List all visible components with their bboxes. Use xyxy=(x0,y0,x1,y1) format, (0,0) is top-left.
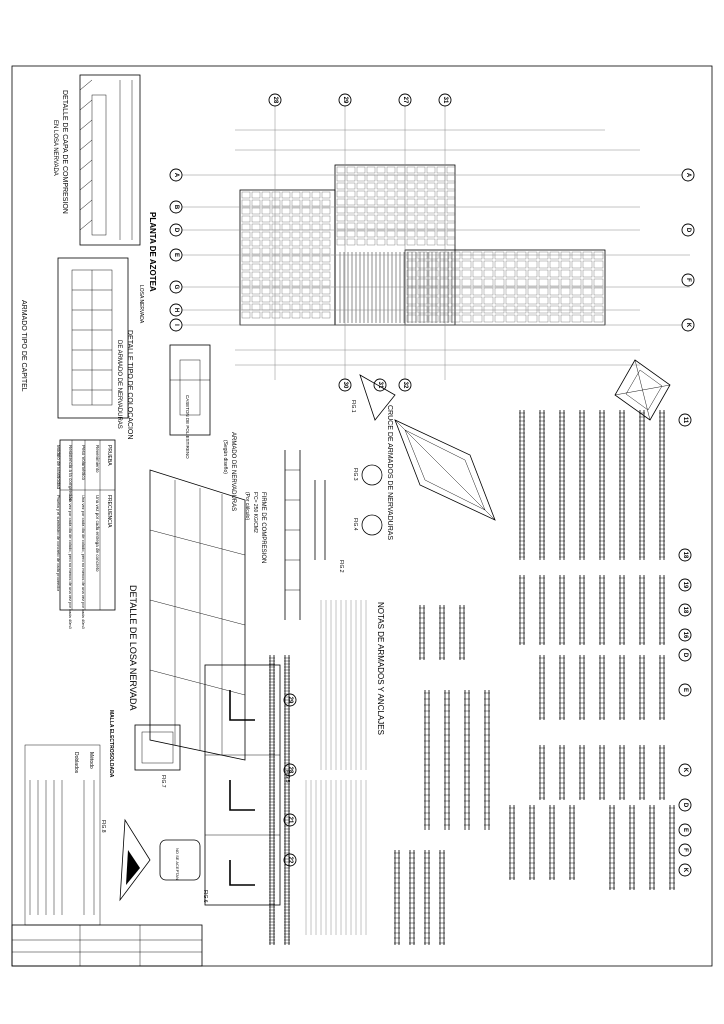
rebar-strip xyxy=(579,655,585,720)
axis-bubble-label: 27 xyxy=(402,96,408,104)
detail-capa-title: DETALLE DE CAPA DE COMPRESION xyxy=(61,90,68,214)
title-block xyxy=(12,925,202,966)
rebar-strip xyxy=(649,805,655,890)
axis-bubble xyxy=(679,649,691,661)
axis-bubble-label: F xyxy=(682,848,688,852)
rebar-strip xyxy=(509,805,515,880)
rebar-strip xyxy=(539,655,545,720)
caseton-label: CASETON DE POLIESTIRENO xyxy=(185,395,190,459)
rebar-strip xyxy=(444,690,450,830)
capa-compresion-detail xyxy=(52,75,140,245)
rebar-strip xyxy=(599,575,605,645)
rebar-strip xyxy=(619,575,625,645)
notas-title: NOTAS DE ARMADOS Y ANCLAJES xyxy=(376,602,385,735)
axis-bubble-label: A xyxy=(685,172,691,178)
table-row-4-value: Prueba y el suministro de concreto de cada proveedor xyxy=(56,495,61,592)
table-row-3-value: Una vez por cada día de colado, pero no menos de una vez por cada 40m3 xyxy=(68,495,73,629)
table-row-2-value: Una vez por cada día de colado, pero no menos de una vez por cada 40m3 xyxy=(81,495,86,629)
axis-bubble xyxy=(439,94,451,106)
rebar-strip xyxy=(559,745,565,800)
axis-bubble xyxy=(339,379,351,391)
axis-bubble-label: 32 xyxy=(402,381,408,389)
dobleces-label: Doblados xyxy=(73,752,79,774)
rebar-schedule xyxy=(269,410,675,945)
axis-bubble xyxy=(679,579,691,591)
detail-colocacion-title: DETALLE TIPO DE COLOCACION xyxy=(126,330,133,440)
rebar-strip xyxy=(659,745,665,800)
rebar-strip xyxy=(619,655,625,720)
rebar-strip xyxy=(519,575,525,645)
axis-bubble-label: K xyxy=(685,322,691,328)
axis-bubble xyxy=(679,414,691,426)
axis-bubble-label: 28 xyxy=(287,766,293,774)
rebar-strip xyxy=(439,850,445,945)
axis-bubble xyxy=(679,864,691,876)
axis-bubble-label: 16 xyxy=(682,631,688,639)
axis-bubble xyxy=(399,94,411,106)
rebar-strip xyxy=(529,805,535,880)
axis-bubble xyxy=(679,824,691,836)
axis-bubble-label: 11 xyxy=(682,416,688,424)
rebar-strip xyxy=(599,655,605,720)
axis-bubble-label: E xyxy=(173,252,179,258)
axis-bubble-label: D xyxy=(682,802,688,808)
axis-bubble xyxy=(682,169,694,181)
rebar-strip xyxy=(619,410,625,560)
axis-bubble xyxy=(170,249,182,261)
axis-bubble-label: 29 xyxy=(287,696,293,704)
axis-bubble xyxy=(682,224,694,236)
rebar-strip xyxy=(394,850,400,945)
rebar-strip xyxy=(659,410,665,560)
firme-title: FIRME DE COMPRESION xyxy=(260,492,266,564)
axis-bubble xyxy=(679,629,691,641)
table-frecuencia-header: FRECUENCIA xyxy=(106,495,112,528)
axis-bubble-label: 28 xyxy=(272,96,278,104)
axis-bubble xyxy=(170,169,182,181)
axis-bubble-label: 19 xyxy=(682,581,688,589)
capitel-detail xyxy=(20,258,128,418)
axis-bubble-label: I xyxy=(173,324,179,326)
rebar-strip xyxy=(539,575,545,645)
losa-nervada-detail xyxy=(108,470,245,778)
fig6-label: FIG.6 xyxy=(202,890,208,903)
rebar-strip xyxy=(639,410,645,560)
rebar-strip xyxy=(549,805,555,880)
rebar-strip xyxy=(269,655,275,945)
fig1-label: FIG.1 xyxy=(350,400,356,413)
rebar-strip xyxy=(639,745,645,800)
axis-bubble-label: 29 xyxy=(342,96,348,104)
detail-capitel-title: ARMADO TIPO DE CAPITEL xyxy=(20,300,27,392)
axis-bubble-label: 21 xyxy=(287,816,293,824)
rebar-strip xyxy=(669,805,675,890)
axis-bubbles xyxy=(170,94,694,876)
table-row-1-label: Revenimiento xyxy=(95,445,100,473)
armado-nervaduras-title: ARMADO DE NERVADURAS xyxy=(230,432,236,512)
colocacion-detail xyxy=(116,330,210,459)
rebar-strip xyxy=(609,805,615,890)
axis-bubble xyxy=(679,604,691,616)
table-row-3-label: Resistencia a la compresión xyxy=(68,445,73,502)
axis-bubble-label: A xyxy=(173,172,179,178)
rebar-strip xyxy=(519,410,525,560)
axis-bubble-label: 31 xyxy=(442,96,448,104)
rebar-strip xyxy=(424,850,430,945)
axis-bubble xyxy=(682,274,694,286)
rebar-strip xyxy=(559,655,565,720)
axis-bubble-label: E xyxy=(682,827,688,833)
rebar-strip xyxy=(539,410,545,560)
malla-label: MALLA ELECTROSOLDADA xyxy=(108,710,114,778)
notas-block xyxy=(306,600,385,935)
rebar-strip xyxy=(599,745,605,800)
axis-bubble xyxy=(170,224,182,236)
rebar-strip xyxy=(559,410,565,560)
fig4-label: FIG.4 xyxy=(352,518,358,531)
rebar-strip xyxy=(639,655,645,720)
fig2-label: FIG.2 xyxy=(338,560,344,573)
cruce-title: CRUCE DE ARMADOS DE NERVADURAS xyxy=(386,405,393,541)
axis-bubble xyxy=(269,94,281,106)
rebar-strip xyxy=(484,690,490,830)
axis-bubble-label: 31 xyxy=(377,381,383,389)
rebar-strip xyxy=(569,805,575,880)
planta-azotea-subtitle: LOSA NERVADA xyxy=(138,285,144,324)
detail-colocacion-subtitle: DE ARMADO DE NERVADURAS xyxy=(116,340,122,429)
no-se-aceptan-label: NO SE ACEPTAN xyxy=(175,848,180,880)
table-row-1-value: Una vez por cada entrega de concreto xyxy=(95,495,100,572)
rebar-strip xyxy=(459,605,465,660)
axis-bubble-label: G xyxy=(173,284,179,290)
axis-bubble-label: B xyxy=(173,204,179,210)
axis-bubble-label: 18 xyxy=(682,551,688,559)
rebar-strip xyxy=(559,575,565,645)
armado-nervaduras-subtitle: (Según diseño) xyxy=(222,440,228,474)
fig7-label: FIG.7 xyxy=(160,775,166,788)
cruce-armados-detail xyxy=(386,405,495,540)
axis-bubble xyxy=(679,799,691,811)
metodo-label: Método xyxy=(88,752,94,769)
testing-table xyxy=(56,440,115,630)
axis-bubble-label: F xyxy=(685,278,691,282)
sheet-border xyxy=(12,66,712,966)
axis-bubble-label: K xyxy=(682,767,688,773)
rebar-strip xyxy=(419,605,425,660)
table-prueba-header: PRUEBA xyxy=(106,445,112,466)
rebar-strip xyxy=(629,805,635,890)
axis-bubble xyxy=(399,379,411,391)
axis-bubble-label: E xyxy=(682,687,688,693)
rebar-strip xyxy=(619,745,625,800)
waffle-cells-b xyxy=(337,167,455,323)
axis-bubble xyxy=(170,281,182,293)
firme-subtitle-2: (Por cálculo) xyxy=(244,492,250,521)
armado-nervaduras-detail xyxy=(222,432,300,620)
rebar-strip xyxy=(409,850,415,945)
axis-bubble xyxy=(679,684,691,696)
doblado-notes xyxy=(25,745,100,925)
fig8-label: FIG.8 xyxy=(100,820,106,833)
rebar-strip xyxy=(579,410,585,560)
rebar-strip xyxy=(424,690,430,830)
axis-bubble-label: K xyxy=(682,867,688,873)
plan-grid xyxy=(180,95,690,380)
rebar-strip xyxy=(599,410,605,560)
rebar-strip xyxy=(579,575,585,645)
axis-bubble xyxy=(339,94,351,106)
axis-bubble xyxy=(679,844,691,856)
fig5-label: FIG.5 xyxy=(284,770,290,783)
axis-bubble-label: D xyxy=(682,652,688,658)
rebar-strip xyxy=(659,575,665,645)
iso-column-detail xyxy=(615,360,670,420)
rebar-strip xyxy=(439,605,445,660)
losa-nervada-title: DETALLE DE LOSA NERVADA xyxy=(128,585,138,711)
axis-bubble xyxy=(682,319,694,331)
axis-bubble-label: D xyxy=(173,227,179,233)
axis-bubble xyxy=(679,764,691,776)
rebar-strip xyxy=(579,745,585,800)
axis-bubble-label: D xyxy=(685,227,691,233)
notes-text-lines xyxy=(306,600,366,935)
table-row-4-label: Módulo de Elasticidad xyxy=(56,445,61,490)
detail-capa-subtitle: EN LOSA NERVADA xyxy=(52,120,58,176)
rebar-strip xyxy=(539,745,545,800)
axis-bubble xyxy=(170,304,182,316)
axis-bubble xyxy=(170,319,182,331)
table-row-2-label: Peso Volumétrico xyxy=(81,445,86,481)
axis-bubble-label: H xyxy=(173,307,179,313)
firme-subtitle: F'C= 250 KG/CM2 xyxy=(252,492,258,533)
figs-1-4 xyxy=(315,375,395,573)
fig3-label: FIG.3 xyxy=(352,468,358,481)
axis-bubble xyxy=(679,549,691,561)
rebar-strip xyxy=(659,655,665,720)
axis-bubble-label: 18 xyxy=(682,606,688,614)
rebar-strip xyxy=(464,690,470,830)
axis-bubble xyxy=(170,201,182,213)
axis-bubble-label: 22 xyxy=(287,856,293,864)
planta-azotea-title: PLANTA DE AZOTEA xyxy=(148,212,157,292)
axis-bubble-label: 30 xyxy=(342,381,348,389)
rebar-strip xyxy=(639,575,645,645)
